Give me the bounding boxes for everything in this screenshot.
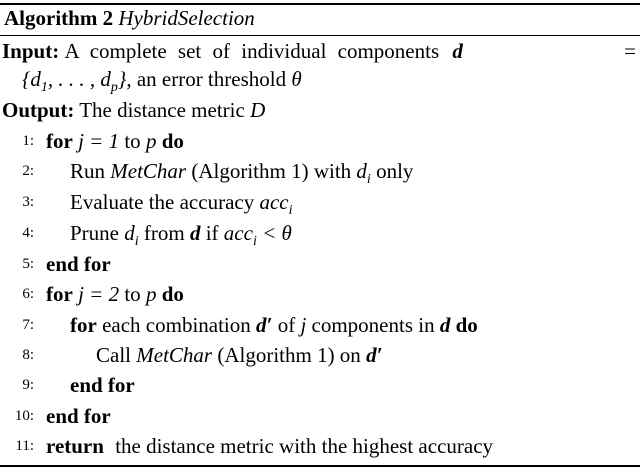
line-number: 6:	[22, 286, 34, 302]
line-number: 2:	[22, 163, 34, 179]
text: (Algorithm 1) on	[217, 343, 361, 367]
math-var: j	[300, 313, 307, 337]
text: to	[124, 282, 141, 306]
input-equals: =	[624, 39, 636, 63]
bottom-rule	[0, 465, 640, 467]
math-var: p	[145, 282, 157, 306]
line-number: 1:	[22, 133, 34, 149]
algorithm-label: Algorithm 2	[4, 6, 114, 30]
line-number: 8:	[22, 347, 34, 363]
line-number: 3:	[22, 194, 34, 210]
text: to	[124, 129, 141, 153]
keyword-end-for: end for	[70, 373, 135, 397]
subscript: i	[366, 172, 371, 188]
text: from	[143, 221, 185, 245]
bold-math-var: d′	[366, 343, 383, 367]
line-number: 10:	[14, 408, 34, 424]
math-expr: j = 2	[78, 282, 120, 306]
bold-math-var: d	[439, 313, 451, 337]
math-expr: j = 1	[78, 129, 120, 153]
input-text-b: , an error threshold	[126, 67, 287, 91]
math-var: acc	[223, 221, 253, 245]
math-var: d	[124, 221, 135, 245]
math-var: p	[145, 129, 157, 153]
text: of	[277, 313, 296, 337]
text: Evaluate the accuracy	[70, 190, 255, 214]
text: each combination	[102, 313, 251, 337]
subscript: i	[252, 234, 257, 250]
keyword-for: for	[46, 129, 73, 153]
caption-rule	[0, 35, 640, 36]
text: if	[205, 221, 219, 245]
function-name: MetChar	[136, 343, 213, 367]
text: the distance metric with the highest accuracy	[115, 434, 494, 458]
keyword-do: do	[455, 313, 478, 337]
function-name: MetChar	[110, 159, 187, 183]
subscript: i	[134, 234, 139, 250]
line-number: 5:	[22, 256, 34, 272]
text: Run	[70, 159, 106, 183]
subscript: i	[288, 203, 293, 219]
text: (Algorithm 1) with	[191, 159, 352, 183]
bold-math-var: d′	[256, 313, 273, 337]
keyword-do: do	[161, 282, 184, 306]
keyword-end-for: end for	[46, 252, 111, 276]
algorithm-name: HybridSelection	[118, 6, 255, 30]
algorithm-block: Algorithm 2 HybridSelection Input: A complete set of individual components d = {$d_1$, . . . , $d_p$}, an error threshold θ Output: The distance metric D 1: for j = 1 to p do 2: Run MetChar (Algorithm 1) with $d_i$ only 3: Evaluate the accuracy acc$_i$ 4: Prune $d_i$ from d if acc$_i$ < θ 5: end for 6: for j = 2 to p do 7: for each combination d′ of j components in d do 8: Call MetChar (Algorithm 1) on d′ 9: end for 10: end for 11: return the distance metric with the highest accuracy	[0, 0, 640, 472]
input-theta: θ	[291, 67, 302, 91]
input-var-d: d	[452, 39, 463, 63]
line-number: 11:	[15, 438, 34, 454]
keyword-for: for	[46, 282, 73, 306]
line-number: 7:	[22, 317, 34, 333]
output-text: The distance metric	[79, 98, 245, 122]
keyword-end-for: end for	[46, 404, 111, 428]
math-var: acc	[259, 190, 289, 214]
math-expr: < θ	[262, 221, 292, 245]
text: Prune	[70, 221, 119, 245]
input-text: A complete set of individual components	[64, 39, 440, 63]
line-number: 9:	[22, 377, 34, 393]
math-var: d	[356, 159, 367, 183]
output-label: Output:	[2, 98, 75, 122]
output-var: D	[250, 98, 266, 122]
input-label: Input:	[2, 39, 60, 63]
bold-math-var: d	[189, 221, 201, 245]
keyword-return: return	[46, 434, 104, 458]
keyword-for: for	[70, 313, 97, 337]
text: Call	[96, 343, 131, 367]
keyword-do: do	[161, 129, 184, 153]
text: components in	[311, 313, 435, 337]
text: only	[376, 159, 414, 183]
line-number: 4:	[22, 225, 34, 241]
